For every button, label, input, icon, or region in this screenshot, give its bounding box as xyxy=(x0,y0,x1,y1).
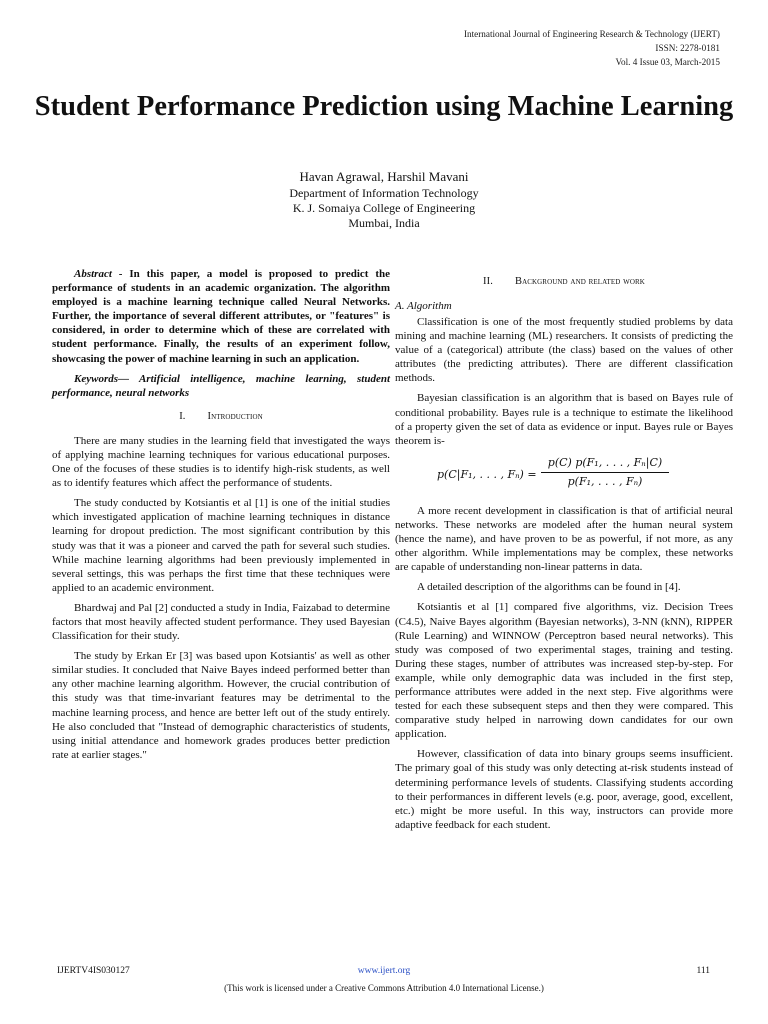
author-names: Havan Agrawal, Harshil Mavani xyxy=(299,169,469,184)
issn: ISSN: 2278-0181 xyxy=(655,43,720,53)
page-number: 111 xyxy=(696,966,710,976)
paragraph: Kotsiantis et al [1] compared five algorithms, viz. Decision Trees (C4.5), Naive Bayes algorithm (Bayesian networks), 3-NN (kNN), RIPPER (Rule Learning) and WINNOW (Perceptron based neural networks). This study was composed of two experimental stages, training and testing. During these stages, number of attributes was increased step-by-step. For example, while only demographic data was included in the first step, performance attributes were added in the next step. Five algorithms were tested for each these subsequent steps and then they were compared. This comparative study helped in narrowing down candidates for our own application. xyxy=(395,601,733,741)
right-column xyxy=(395,267,733,838)
paragraph: Bayesian classification is an algorithm that is based on Bayes rule of conditional probability. Bayes rule is a technique to estimate the likelihood of a property given the set of data as evidence or input. Bayes rule or Bayes theorem is- xyxy=(395,392,733,447)
section-number: I. xyxy=(179,410,186,422)
paragraph: The study conducted by Kotsiantis et al [1] is one of the initial studies which investigated application of machine learning techniques in distance learning for dropout prediction. The most significant contribution by this study was that it was a pioneer and carved the path for several such studies. While machine learning algorithms had been previously implemented in several settings, this was perhaps the first time that these techniques were applied to an academic environment. xyxy=(52,497,390,594)
paragraph: The study by Erkan Er [3] was based upon Kotsiantis' as well as other similar studies. It concluded that Naive Bayes indeed performed better than any other machine learning algorithm. However, the crucial contribution of this study was that time-invariant features may be detrimental to the machine learning process, and hence are better left out of the study entirely. He also concluded that "Instead of demographic characteristics of students, using initial attendance and homework grades produces better prediction rate at earlier stages." xyxy=(52,650,390,761)
volume-issue: Vol. 4 Issue 03, March-2015 xyxy=(615,57,720,67)
paragraph: A detailed description of the algorithms can be found in [4]. xyxy=(417,581,681,594)
paragraph: However, classification of data into binary groups seems insufficient. The primary goal of this study was only detecting at-risk students instead of determining performance levels of students. Classifying students according to their performances in different levels (e.g. poor, average, good, excellent, etc.) might be more useful. In this way, instructors can provide more adaptive feedback for each student. xyxy=(395,748,733,831)
abstract-text: - In this paper, a model is proposed to predict the performance of students in an academic organization. The algorithm employed is a machine learning technique called Neural Networks. Further, the importance of several different attributes, or "features" is considered, in order to determine which of these are correlated with student performance. Finally, the results of an experiment follow, showcasing the power of machine learning in such an application. xyxy=(52,268,390,365)
keywords: Keywords— Artificial intelligence, machine learning, student performance, neural networks xyxy=(52,372,390,399)
section-title: Introduction xyxy=(207,410,263,422)
section-number: II. xyxy=(483,276,493,287)
section-title: Background and related work xyxy=(514,276,645,287)
department: Department of Information Technology xyxy=(289,186,479,200)
equation-lhs: p(C|F₁, . . . , Fₙ) = xyxy=(437,467,537,481)
section-heading-background xyxy=(395,275,733,289)
paragraph: Classification is one of the most frequently studied problems by data mining and machine learning (ML) researchers. It consists of predicting the value of a (categorical) attribute (the class) based on the values of other attributes (the predicting attributes). There are different classification methods. xyxy=(395,316,733,385)
subsection-heading: A. Algorithm xyxy=(395,300,452,312)
running-header xyxy=(320,27,720,69)
city: Mumbai, India xyxy=(348,216,420,230)
paragraph: There are many studies in the learning field that investigated the ways of applying machine learning techniques for various educational purposes. One of the focuses of these studies is to identify high-risk students, as well as to identify features which affect the performance of students. xyxy=(52,434,390,490)
left-column xyxy=(52,267,390,768)
section-heading-introduction xyxy=(52,410,390,424)
paper-title: Student Performance Prediction using Machine Learning xyxy=(34,91,734,122)
bayes-equation xyxy=(395,454,733,498)
journal-name: International Journal of Engineering Research & Technology (IJERT) xyxy=(463,29,720,39)
equation-numerator: p(C) p(F₁, . . . , Fₙ|C) xyxy=(541,456,669,473)
paragraph: A more recent development in classification is that of artificial neural networks. These networks are modeled after the human neural system (hence the name), and have proven to be as powerful, if not more, as any other algorithm. While implementations may be complex, these networks are capable of understanding non-linear patterns in data. xyxy=(395,504,733,574)
equation-fraction xyxy=(541,456,669,489)
paper-id: IJERTV4IS030127 xyxy=(57,966,130,976)
website-link[interactable]: www.ijert.org xyxy=(357,966,411,976)
college: K. J. Somaiya College of Engineering xyxy=(292,201,476,215)
paragraph: Bhardwaj and Pal [2] conducted a study in India, Faizabad to determine factors that most heavily affected student performance. They used Bayesian Classification for their study. xyxy=(52,601,390,643)
abstract xyxy=(52,267,390,366)
author-block xyxy=(184,168,584,231)
equation-denominator: p(F₁, . . . , Fₙ) xyxy=(567,474,643,488)
license-note: (This work is licensed under a Creative Commons Attribution 4.0 International License.) xyxy=(224,983,544,993)
abstract-label: Abstract xyxy=(74,268,112,280)
